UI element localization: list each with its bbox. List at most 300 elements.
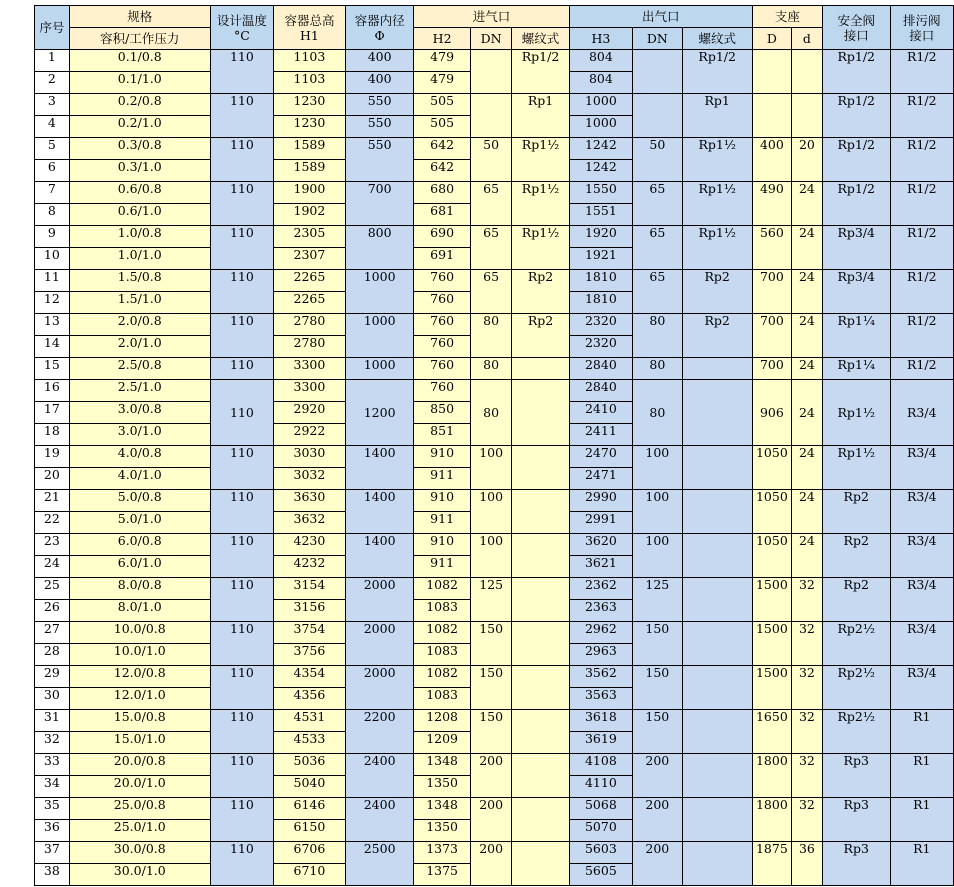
row-outlet-h3: 1921 [569,248,632,270]
group-drain-port: R3/4 [890,666,953,710]
group-outlet-dn: 100 [633,446,682,490]
group-diameter: 1000 [345,358,413,380]
group-inlet-dn [470,94,512,138]
group-outlet-thread [682,622,752,666]
group-inlet-dn: 65 [470,270,512,314]
row-outlet-h3: 1000 [569,116,632,138]
row-height: 3154 [273,578,345,600]
group-support-d: 32 [791,622,822,666]
row-seq: 9 [35,226,70,248]
row-seq: 24 [35,556,70,578]
group-support-D: 560 [752,226,791,270]
group-temp: 110 [210,94,273,138]
row-spec: 20.0/1.0 [69,776,210,798]
row-inlet-h2: 1375 [414,864,471,886]
row-seq: 28 [35,644,70,666]
row-seq: 12 [35,292,70,314]
row-seq: 35 [35,798,70,820]
group-support-d [791,94,822,138]
row-outlet-h3: 2362 [569,578,632,600]
group-temp: 110 [210,710,273,754]
group-safety-port: Rp1/2 [822,182,890,226]
group-safety-port: Rp3 [822,798,890,842]
header-spec: 规格 [69,6,210,28]
group-inlet-dn: 150 [470,622,512,666]
group-support-d: 24 [791,358,822,380]
group-drain-port: R3/4 [890,534,953,578]
row-outlet-h3: 3619 [569,732,632,754]
row-inlet-h2: 1350 [414,776,471,798]
group-drain-port: R1/2 [890,94,953,138]
row-seq: 37 [35,842,70,864]
row-outlet-h3: 5603 [569,842,632,864]
group-temp: 110 [210,578,273,622]
group-diameter: 1400 [345,446,413,490]
group-inlet-thread [512,622,569,666]
row-outlet-h3: 5070 [569,820,632,842]
row-height: 5040 [273,776,345,798]
row-seq: 21 [35,490,70,512]
row-height: 4533 [273,732,345,754]
row-height: 4230 [273,534,345,556]
header-diameter [345,6,413,50]
row-spec: 15.0/1.0 [69,732,210,754]
row-height: 3300 [273,358,345,380]
group-support-D: 1050 [752,490,791,534]
row-seq: 31 [35,710,70,732]
header-inlet-dn: DN [470,28,512,50]
table-row [35,94,954,116]
group-drain-port: R1 [890,754,953,798]
group-drain-port: R1/2 [890,314,953,358]
group-safety-port: Rp1¼ [822,314,890,358]
header-drain-sub: 接口 [909,27,935,43]
header-support-D: D [752,28,791,50]
group-support-D: 1500 [752,666,791,710]
group-safety-port: Rp1/2 [822,138,890,182]
row-outlet-h3: 2840 [569,358,632,380]
group-inlet-thread [512,534,569,578]
group-diameter: 1200 [345,380,413,446]
group-inlet-thread [512,490,569,534]
row-inlet-h2: 910 [414,490,471,512]
group-inlet-thread: Rp2 [512,270,569,314]
group-outlet-thread: Rp2 [682,314,752,358]
group-support-D: 1050 [752,446,791,490]
group-inlet-dn: 100 [470,534,512,578]
group-support-D: 1875 [752,842,791,886]
row-spec: 4.0/0.8 [69,446,210,468]
group-diameter: 550 [345,116,413,138]
group-outlet-dn: 200 [633,842,682,886]
group-outlet-thread [682,380,752,446]
row-outlet-h3: 3618 [569,710,632,732]
group-temp: 110 [210,446,273,490]
group-inlet-dn: 150 [470,710,512,754]
header-outlet-dn: DN [633,28,682,50]
row-height: 2780 [273,314,345,336]
row-height: 4232 [273,556,345,578]
group-outlet-dn: 150 [633,622,682,666]
row-height: 3030 [273,446,345,468]
row-inlet-h2: 1373 [414,842,471,864]
row-height: 2922 [273,424,345,446]
row-seq: 32 [35,732,70,754]
group-support-D: 906 [752,380,791,446]
table-row [35,798,954,820]
group-temp: 110 [210,226,273,270]
group-outlet-thread [682,578,752,622]
row-seq: 30 [35,688,70,710]
row-inlet-h2: 1082 [414,622,471,644]
group-inlet-dn: 65 [470,182,512,226]
row-inlet-h2: 1083 [414,688,471,710]
group-drain-port: R1/2 [890,182,953,226]
group-inlet-dn: 100 [470,490,512,534]
row-spec: 8.0/0.8 [69,578,210,600]
header-safety-sub: 接口 [843,27,869,43]
group-inlet-thread [512,578,569,622]
row-outlet-h3: 2840 [569,380,632,402]
header-inlet-h: H2 [414,28,471,50]
group-drain-port: R1/2 [890,50,953,94]
group-inlet-thread: Rp1/2 [512,50,569,94]
group-outlet-thread [682,358,752,380]
group-drain-port: R1/2 [890,138,953,182]
row-spec: 2.5/1.0 [69,380,210,402]
row-height: 1589 [273,138,345,160]
row-outlet-h3: 1551 [569,204,632,226]
group-temp: 110 [210,622,273,666]
group-support-D: 1650 [752,710,791,754]
header-row-top [35,6,954,28]
row-spec: 5.0/1.0 [69,512,210,534]
row-height: 6146 [273,798,345,820]
group-safety-port: Rp1/2 [822,94,890,138]
row-outlet-h3: 2320 [569,336,632,358]
row-height: 1589 [273,160,345,182]
table-row [35,490,954,512]
group-drain-port: R1 [890,842,953,886]
group-drain-port: R1/2 [890,358,953,380]
group-inlet-dn: 200 [470,798,512,842]
group-outlet-thread: Rp1 [682,94,752,138]
row-inlet-h2: 1348 [414,754,471,776]
group-inlet-thread [512,754,569,798]
row-inlet-h2: 851 [414,424,471,446]
group-temp: 110 [210,358,273,380]
group-diameter: 2500 [345,842,413,886]
group-diameter: 1400 [345,490,413,534]
row-spec: 12.0/0.8 [69,666,210,688]
group-safety-port: Rp2 [822,490,890,534]
group-inlet-thread: Rp1½ [512,226,569,270]
group-support-D: 1500 [752,622,791,666]
group-diameter: 2000 [345,622,413,666]
row-outlet-h3: 5068 [569,798,632,820]
row-height: 6706 [273,842,345,864]
group-safety-port: Rp2½ [822,666,890,710]
group-safety-port: Rp3/4 [822,270,890,314]
group-outlet-thread [682,666,752,710]
row-height: 1103 [273,50,345,72]
header-outlet-h: H3 [569,28,632,50]
row-seq: 13 [35,314,70,336]
row-inlet-h2: 505 [414,94,471,116]
table-row [35,226,954,248]
group-outlet-thread [682,710,752,754]
group-support-d: 32 [791,666,822,710]
row-seq: 8 [35,204,70,226]
row-spec: 0.2/1.0 [69,116,210,138]
group-outlet-dn [633,94,682,138]
table-row [35,446,954,468]
row-inlet-h2: 910 [414,534,471,556]
header-row-sub [35,28,954,50]
row-inlet-h2: 479 [414,50,471,72]
row-spec: 8.0/1.0 [69,600,210,622]
row-height: 3156 [273,600,345,622]
specification-table [34,5,954,886]
group-support-d: 24 [791,490,822,534]
header-diameter-sub: Φ [374,27,385,43]
row-inlet-h2: 1348 [414,798,471,820]
group-outlet-thread: Rp1½ [682,226,752,270]
table-row [35,710,954,732]
row-outlet-h3: 2411 [569,424,632,446]
group-support-d [791,50,822,94]
row-outlet-h3: 804 [569,72,632,94]
row-inlet-h2: 1083 [414,644,471,666]
header-safety-label: 安全阀 [837,12,875,28]
group-outlet-thread: Rp1/2 [682,50,752,94]
row-inlet-h2: 760 [414,380,471,402]
header-temp [210,6,273,50]
row-inlet-h2: 642 [414,138,471,160]
row-seq: 19 [35,446,70,468]
row-inlet-h2: 1208 [414,710,471,732]
row-spec: 10.0/0.8 [69,622,210,644]
group-diameter: 2400 [345,798,413,842]
group-diameter: 800 [345,226,413,270]
header-spec-sub: 容积/工作压力 [69,28,210,50]
row-spec: 2.0/0.8 [69,314,210,336]
row-spec: 2.5/0.8 [69,358,210,380]
row-spec: 10.0/1.0 [69,644,210,666]
row-seq: 16 [35,380,70,402]
row-height: 2780 [273,336,345,358]
row-height: 4354 [273,666,345,688]
group-temp: 110 [210,534,273,578]
row-outlet-h3: 1920 [569,226,632,248]
header-height-label: 容器总高 [284,12,335,28]
row-seq: 34 [35,776,70,798]
row-outlet-h3: 2962 [569,622,632,644]
group-temp: 110 [210,138,273,182]
row-outlet-h3: 3621 [569,556,632,578]
header-support-d: d [791,28,822,50]
group-temp: 110 [210,666,273,710]
row-outlet-h3: 2363 [569,600,632,622]
row-inlet-h2: 1209 [414,732,471,754]
group-drain-port: R3/4 [890,380,953,446]
group-support-D [752,50,791,94]
row-inlet-h2: 642 [414,160,471,182]
group-outlet-thread [682,446,752,490]
group-support-D: 700 [752,314,791,358]
row-height: 6710 [273,864,345,886]
row-inlet-h2: 1350 [414,820,471,842]
row-spec: 0.2/0.8 [69,94,210,116]
row-spec: 0.3/0.8 [69,138,210,160]
group-diameter: 1000 [345,270,413,314]
group-diameter: 2400 [345,754,413,798]
table-row [35,534,954,556]
group-support-d: 24 [791,182,822,226]
row-seq: 36 [35,820,70,842]
row-spec: 3.0/1.0 [69,424,210,446]
row-inlet-h2: 1083 [414,600,471,622]
group-outlet-dn: 125 [633,578,682,622]
row-spec: 1.5/0.8 [69,270,210,292]
group-inlet-dn: 80 [470,314,512,358]
group-outlet-thread [682,842,752,886]
row-spec: 4.0/1.0 [69,468,210,490]
group-outlet-dn: 65 [633,270,682,314]
row-seq: 17 [35,402,70,424]
group-diameter: 1400 [345,534,413,578]
row-height: 2920 [273,402,345,424]
group-diameter: 1000 [345,314,413,358]
group-support-d: 24 [791,270,822,314]
row-spec: 3.0/0.8 [69,402,210,424]
row-height: 4356 [273,688,345,710]
row-outlet-h3: 3563 [569,688,632,710]
group-inlet-thread [512,842,569,886]
row-seq: 29 [35,666,70,688]
group-support-d: 32 [791,798,822,842]
group-outlet-dn: 65 [633,226,682,270]
group-safety-port: Rp3/4 [822,226,890,270]
row-inlet-h2: 760 [414,336,471,358]
header-height-sub: H1 [300,27,319,43]
header-outlet-thread: 螺纹式 [682,28,752,50]
group-temp: 110 [210,490,273,534]
header-safety [822,6,890,50]
group-drain-port: R3/4 [890,490,953,534]
group-outlet-dn: 100 [633,490,682,534]
row-inlet-h2: 1082 [414,578,471,600]
row-height: 3754 [273,622,345,644]
row-seq: 15 [35,358,70,380]
group-outlet-dn: 65 [633,182,682,226]
row-spec: 0.6/0.8 [69,182,210,204]
row-height: 2307 [273,248,345,270]
group-support-d: 24 [791,534,822,578]
row-spec: 30.0/1.0 [69,864,210,886]
table-row [35,578,954,600]
group-safety-port: Rp1½ [822,446,890,490]
table-row [35,182,954,204]
row-spec: 25.0/0.8 [69,798,210,820]
group-inlet-thread [512,710,569,754]
row-outlet-h3: 2990 [569,490,632,512]
row-height: 1230 [273,94,345,116]
group-outlet-dn [633,50,682,94]
group-drain-port: R1 [890,710,953,754]
row-spec: 0.1/1.0 [69,72,210,94]
row-seq: 23 [35,534,70,556]
row-spec: 1.0/0.8 [69,226,210,248]
row-height: 1902 [273,204,345,226]
group-safety-port: Rp1/2 [822,50,890,94]
group-support-d: 36 [791,842,822,886]
row-outlet-h3: 1550 [569,182,632,204]
group-inlet-thread [512,380,569,446]
row-spec: 6.0/1.0 [69,556,210,578]
group-support-d: 24 [791,226,822,270]
row-inlet-h2: 760 [414,270,471,292]
group-inlet-thread [512,798,569,842]
row-spec: 0.1/0.8 [69,50,210,72]
group-outlet-thread [682,798,752,842]
row-seq: 1 [35,50,70,72]
row-height: 1230 [273,116,345,138]
group-safety-port: Rp3 [822,842,890,886]
row-height: 1900 [273,182,345,204]
row-height: 3630 [273,490,345,512]
table-row [35,358,954,380]
row-seq: 22 [35,512,70,534]
group-safety-port: Rp2½ [822,622,890,666]
group-safety-port: Rp1¼ [822,358,890,380]
row-outlet-h3: 1242 [569,160,632,182]
group-support-d: 24 [791,314,822,358]
row-seq: 25 [35,578,70,600]
row-spec: 25.0/1.0 [69,820,210,842]
table-row [35,754,954,776]
table-body [35,50,954,886]
group-support-D: 700 [752,358,791,380]
header-temp-unit: °C [233,27,250,43]
row-outlet-h3: 2963 [569,644,632,666]
row-spec: 20.0/0.8 [69,754,210,776]
row-inlet-h2: 1082 [414,666,471,688]
group-outlet-thread [682,754,752,798]
group-diameter: 2000 [345,666,413,710]
row-seq: 20 [35,468,70,490]
group-safety-port: Rp2 [822,534,890,578]
group-inlet-thread [512,446,569,490]
row-spec: 6.0/0.8 [69,534,210,556]
group-outlet-thread: Rp2 [682,270,752,314]
row-seq: 4 [35,116,70,138]
group-support-d: 20 [791,138,822,182]
row-seq: 27 [35,622,70,644]
group-inlet-thread: Rp1½ [512,182,569,226]
row-height: 2265 [273,270,345,292]
group-support-D: 1500 [752,578,791,622]
group-support-d: 32 [791,754,822,798]
group-outlet-thread [682,490,752,534]
row-inlet-h2: 911 [414,556,471,578]
header-diameter-label: 容器内径 [354,12,405,28]
row-outlet-h3: 2410 [569,402,632,424]
group-diameter: 400 [345,50,413,72]
table-row [35,270,954,292]
row-height: 5036 [273,754,345,776]
group-inlet-thread: Rp1½ [512,138,569,182]
